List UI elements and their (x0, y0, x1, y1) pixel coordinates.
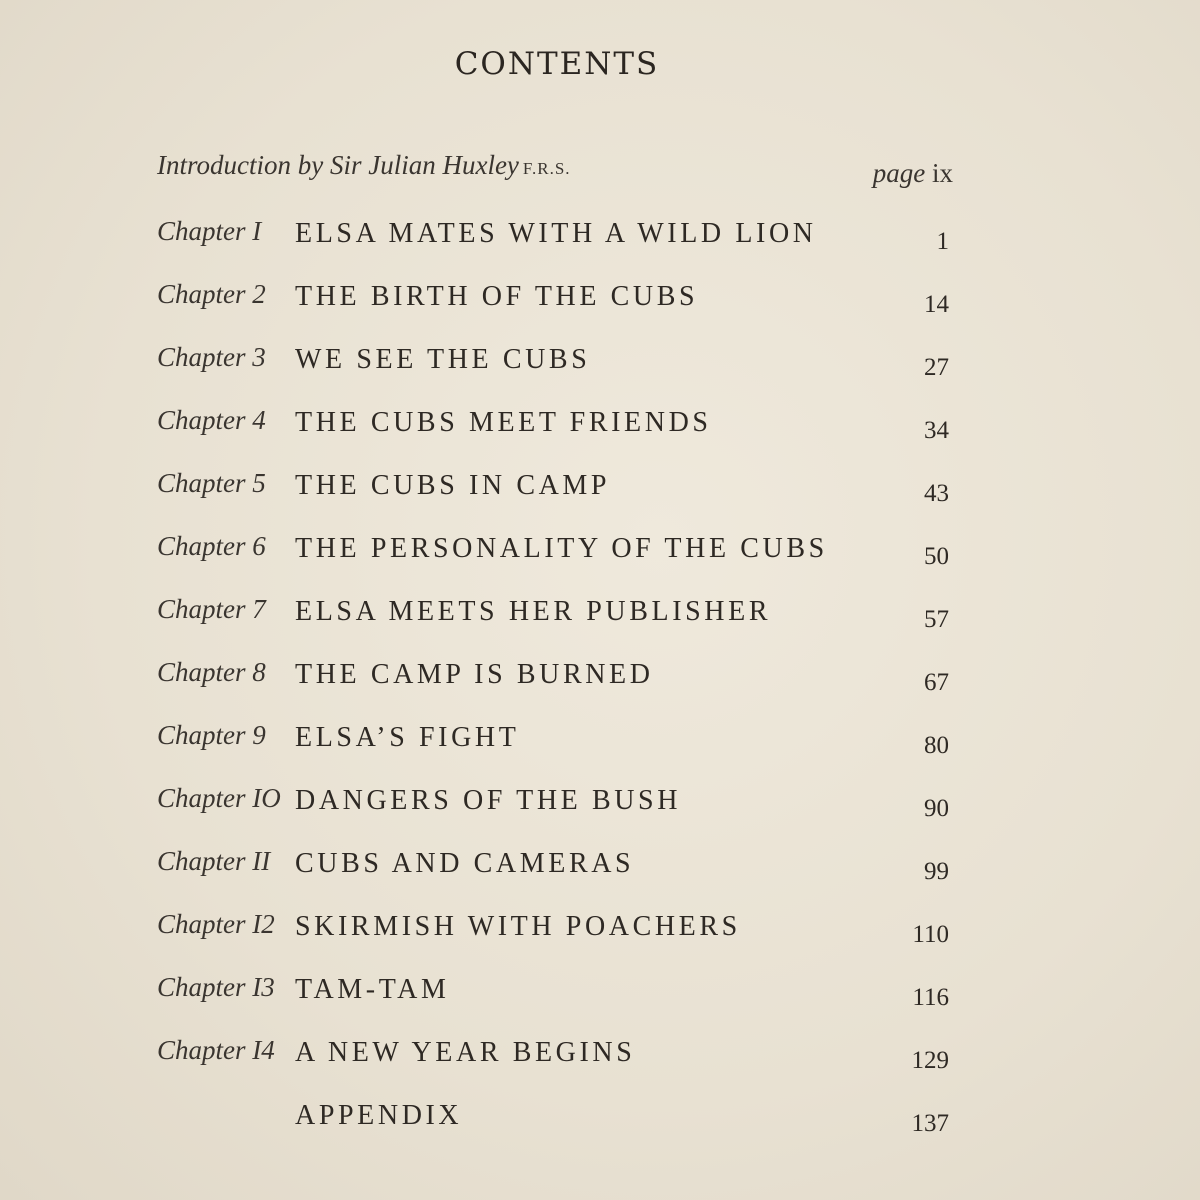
chapter-title: TAM-TAM (295, 974, 450, 1005)
chapter-label: Chapter 5 (157, 468, 266, 498)
introduction-text: Introduction by Sir Julian Huxley (157, 150, 519, 180)
chapter-label: Chapter 4 (157, 405, 266, 435)
chapter-title: ELSA MATES WITH A WILD LION (295, 218, 817, 249)
toc-entry (157, 336, 957, 399)
toc-entry (157, 714, 957, 777)
page-word: page (872, 158, 926, 188)
toc-entry (157, 525, 957, 588)
appendix-title: APPENDIX (295, 1100, 463, 1131)
chapter-page-number: 57 (924, 606, 949, 633)
toc-entry (157, 462, 957, 525)
toc-entry (157, 651, 957, 714)
chapter-page-number: 116 (912, 984, 949, 1011)
chapter-title: THE BIRTH OF THE CUBS (295, 281, 699, 312)
chapter-label: Chapter 3 (157, 342, 266, 372)
toc-entry (157, 966, 957, 1029)
chapter-title: A NEW YEAR BEGINS (295, 1037, 636, 1068)
chapter-page-number: 27 (924, 354, 949, 381)
toc-entry (157, 840, 957, 903)
toc-entry (157, 1029, 957, 1092)
chapter-title: ELSA’S FIGHT (295, 722, 520, 753)
chapter-page-number: 67 (924, 669, 949, 696)
introduction-page-number: ix (931, 158, 953, 188)
chapter-page-number: 99 (924, 858, 949, 885)
chapter-page-number: 80 (924, 732, 949, 759)
chapter-label: Chapter I2 (157, 909, 275, 939)
toc-entry (157, 399, 957, 462)
chapter-page-number: 50 (924, 543, 949, 570)
page-title: CONTENTS (454, 46, 660, 82)
chapter-label: Chapter I4 (157, 1035, 275, 1065)
chapter-page-number: 1 (936, 228, 949, 255)
introduction-entry (157, 150, 957, 190)
chapter-label: Chapter IO (157, 783, 281, 813)
chapter-title: DANGERS OF THE BUSH (295, 785, 682, 816)
chapter-page-number: 14 (924, 291, 949, 318)
introduction-text-wrapper (157, 150, 571, 181)
chapter-title: CUBS AND CAMERAS (295, 848, 635, 879)
chapter-page-number: 110 (912, 921, 949, 948)
toc-entry-appendix (157, 1092, 957, 1155)
chapter-page-number: 90 (924, 795, 949, 822)
toc-entry (157, 777, 957, 840)
chapter-label: Chapter 7 (157, 594, 266, 624)
chapter-page-number: 129 (911, 1047, 949, 1074)
chapter-label: Chapter I (157, 216, 262, 246)
introduction-suffix: F.R.S. (522, 159, 571, 178)
chapter-title: ELSA MEETS HER PUBLISHER (295, 596, 772, 627)
chapter-title: SKIRMISH WITH POACHERS (295, 911, 741, 942)
chapter-title: THE CAMP IS BURNED (295, 659, 654, 690)
table-of-contents (157, 210, 957, 1155)
chapter-title: THE CUBS IN CAMP (295, 470, 611, 501)
chapter-label: Chapter 6 (157, 531, 266, 561)
toc-entry (157, 588, 957, 651)
chapter-page-number: 43 (924, 480, 949, 507)
chapter-page-number: 34 (924, 417, 949, 444)
chapter-title: WE SEE THE CUBS (295, 344, 591, 375)
introduction-page-wrapper (873, 158, 953, 189)
chapter-title: THE PERSONALITY OF THE CUBS (295, 533, 828, 564)
chapter-label: Chapter 9 (157, 720, 266, 750)
toc-entry (157, 903, 957, 966)
toc-entry (157, 273, 957, 336)
chapter-label: Chapter 8 (157, 657, 266, 687)
toc-entry (157, 210, 957, 273)
chapter-title: THE CUBS MEET FRIENDS (295, 407, 712, 438)
chapter-label: Chapter II (157, 846, 271, 876)
chapter-label: Chapter 2 (157, 279, 266, 309)
chapter-label: Chapter I3 (157, 972, 275, 1002)
appendix-page-number: 137 (911, 1110, 949, 1137)
